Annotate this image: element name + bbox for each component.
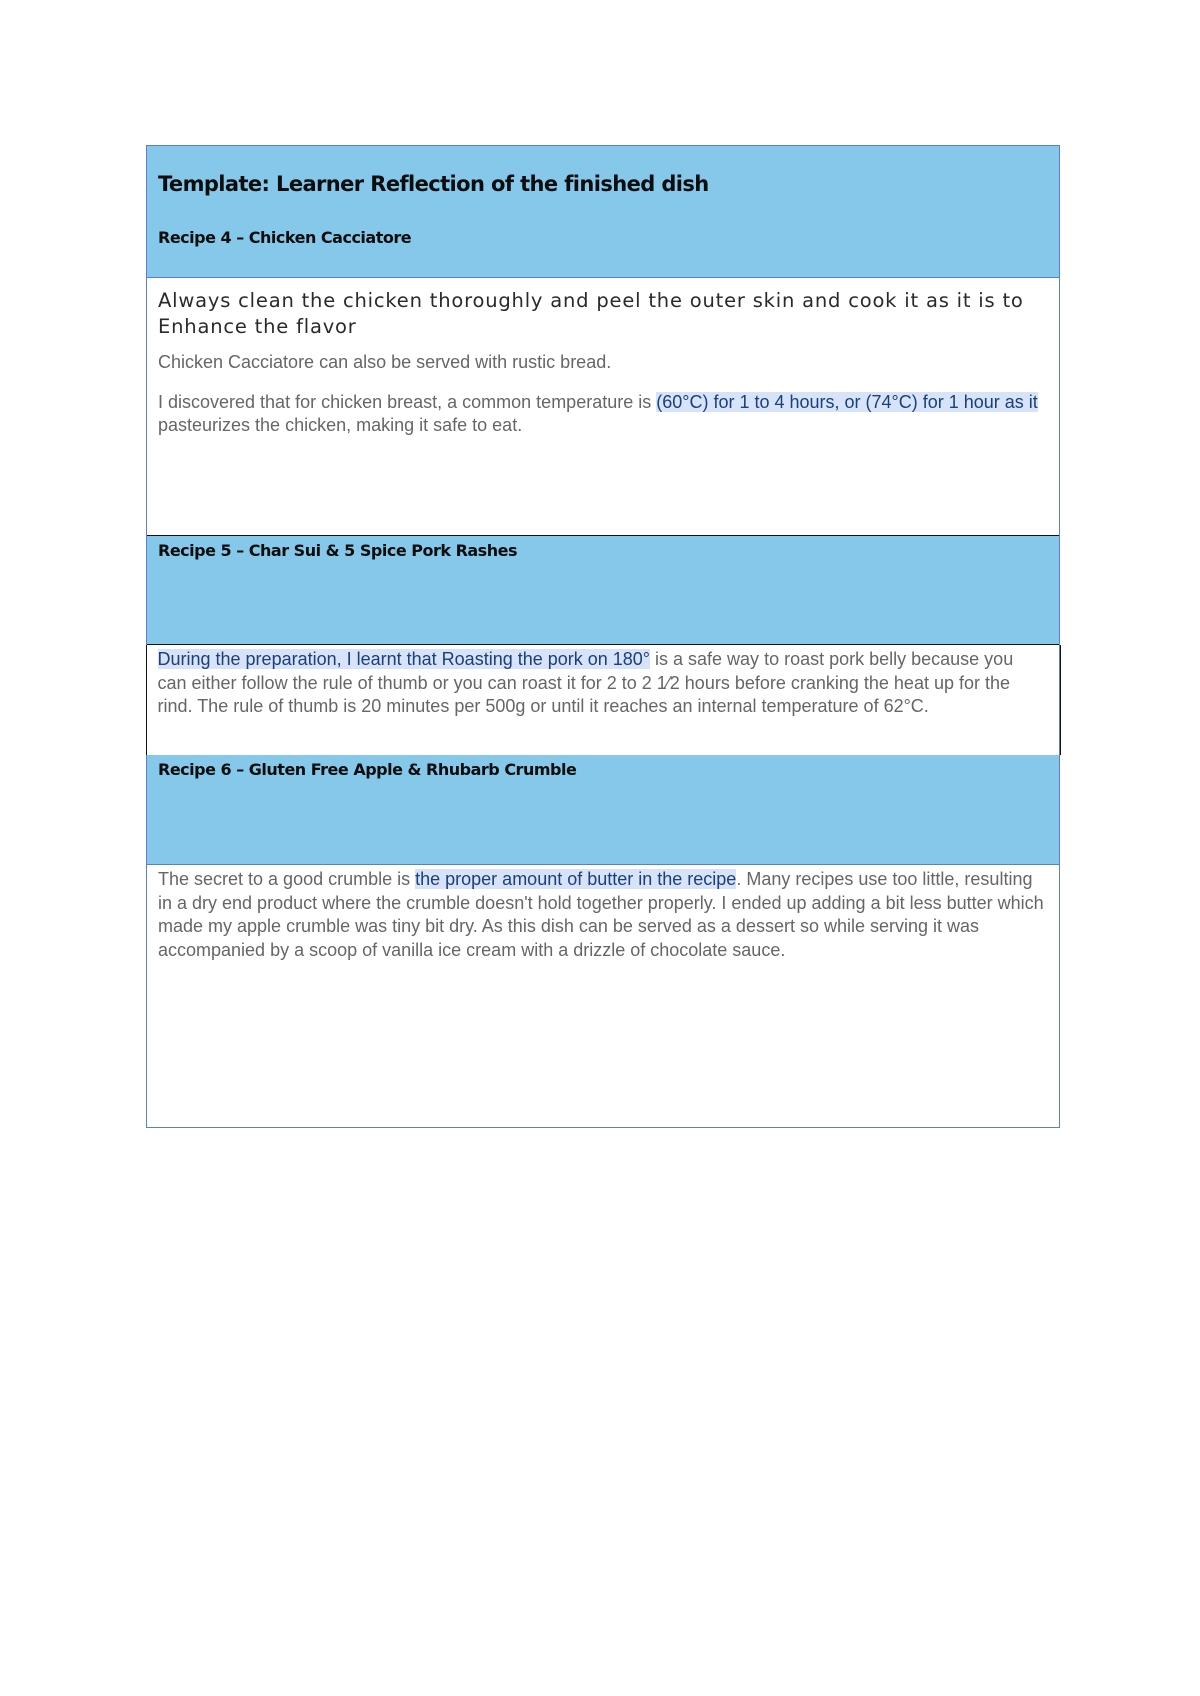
recipe-4-temp-after: pasteurizes the chicken, making it safe to eat.	[158, 415, 523, 435]
recipe-6-text-before: The secret to a good crumble is	[158, 869, 416, 889]
recipe-4-temp-highlight: (60°C) for 1 to 4 hours, or (74°C) for 1 hour as it	[656, 392, 1038, 412]
recipe-6-reflection-cell	[147, 865, 1059, 1127]
recipe-4-reflection-cell	[147, 278, 1059, 535]
recipe-4-heading: Recipe 4 – Chicken Cacciatore	[158, 228, 412, 247]
recipe-5-text-after: is a safe way to roast pork belly because you can either follow the rule of thumb or you can roast it for 2 to 2 1⁄2 hours before cranking the heat up for the rind. The rule of thumb is 20 minutes per 500g or until it reaches an internal temperature of 62°C.	[157, 649, 1014, 716]
recipe-6-header-cell	[147, 755, 1059, 865]
reflection-table	[146, 145, 1060, 1128]
recipe-4-tip: Always clean the chicken thoroughly and peel the outer skin and cook it as it is to Enhance the flavor	[158, 289, 1024, 338]
recipe-4-temperature-note	[158, 391, 1045, 437]
template-header-cell	[147, 146, 1059, 278]
recipe-5-header-cell	[147, 535, 1059, 645]
recipe-5-highlight: During the preparation, I learnt that Roasting the pork on 180°	[157, 649, 651, 669]
recipe-4-serving: Chicken Cacciatore can also be served with rustic bread.	[158, 352, 612, 372]
recipe-5-heading: Recipe 5 – Char Sui & 5 Spice Pork Rashes	[158, 541, 517, 560]
template-title: Template: Learner Reflection of the finished dish	[158, 172, 709, 196]
recipe-6-text-after: . Many recipes use too little, resulting in a dry end product where the crumble doesn't hold together properly. I ended up adding a bit less butter which made my apple crumble was tiny bit dry. As this dish can be served as a dessert so while serving it was accompanied by a scoop of vanilla ice cream with a drizzle of chocolate sauce.	[158, 869, 1044, 960]
recipe-5-reflection-cell	[146, 645, 1061, 755]
recipe-6-highlight: the proper amount of butter in the recipe	[415, 869, 737, 889]
recipe-5-reflection	[158, 648, 1046, 719]
recipe-4-temp-before: I discovered that for chicken breast, a common temperature is	[158, 392, 657, 412]
recipe-6-reflection	[158, 868, 1045, 962]
recipe-6-heading: Recipe 6 – Gluten Free Apple & Rhubarb Crumble	[158, 760, 577, 779]
